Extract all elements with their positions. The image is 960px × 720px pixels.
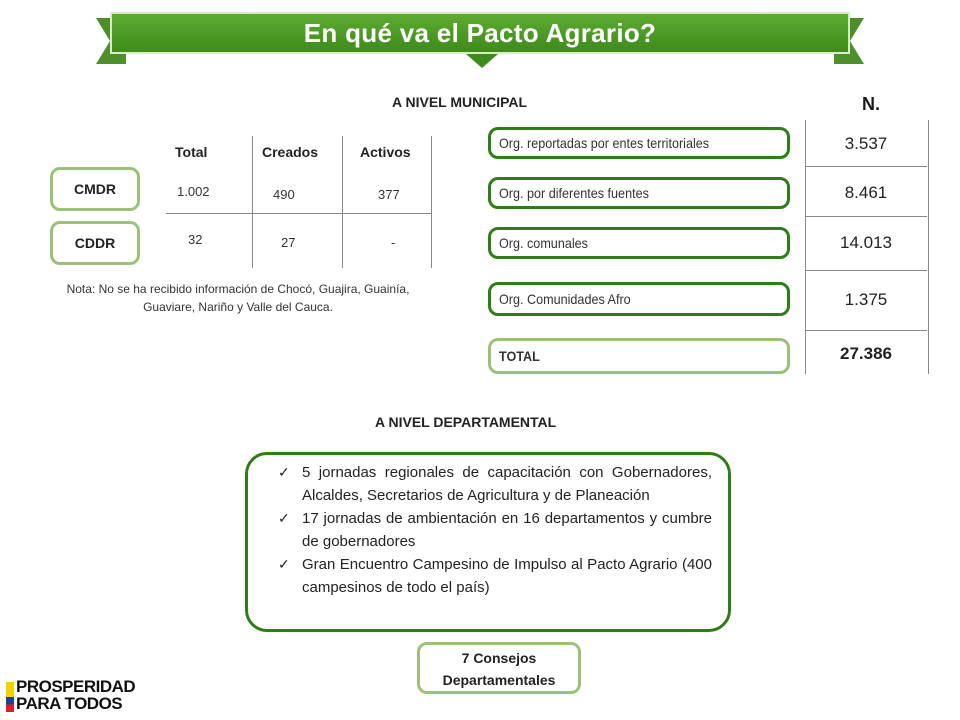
departamental-list — [245, 452, 731, 632]
org-box-total — [488, 338, 790, 374]
logo-text: PROSPERIDAD PARA TODOS — [16, 677, 136, 713]
org-total-label: TOTAL — [499, 348, 540, 364]
org-value-total: 27.386 — [840, 344, 892, 363]
list-item: ✓ Gran Encuentro Campesino de Impulso al Pacto Agrario (400 campesinos de todo el país) — [268, 553, 712, 599]
n-row-divider — [805, 216, 927, 217]
consejos-line1: 7 Consejos — [461, 650, 537, 666]
list-item: ✓ 5 jornadas regionales de capacitación con Gobernadores, Alcaldes, Secretarios de Agricultura y de Planeación — [268, 461, 712, 507]
page-title: En qué va el Pacto Agrario? — [303, 17, 657, 48]
departamental-heading: A NIVEL DEPARTAMENTAL — [375, 414, 557, 430]
org-box-afro — [488, 282, 790, 316]
cddr-total: 32 — [188, 232, 203, 247]
municipal-heading: A NIVEL MUNICIPAL — [392, 94, 528, 110]
table-divider — [342, 136, 343, 268]
org-label: Org. reportadas por entes territoriales — [499, 135, 710, 151]
check-icon: ✓ — [278, 464, 290, 480]
banner-pointer — [466, 54, 498, 68]
row-label-cddr: CDDR — [50, 221, 140, 265]
n-row-divider — [805, 330, 927, 331]
n-column-header: N. — [862, 94, 880, 114]
org-box-fuentes — [488, 177, 790, 209]
org-value-afro: 1.375 — [844, 290, 888, 309]
consejos-line2: Departamentales — [442, 672, 556, 688]
org-value-fuentes: 8.461 — [844, 183, 888, 202]
n-row-divider — [805, 270, 927, 271]
cmdr-creados: 490 — [273, 187, 295, 202]
title-banner — [96, 10, 864, 70]
municipal-note: Nota: No se ha recibido información de Chocó, Guajira, Guainía, Guaviare, Nariño y Valle del Cauca. — [66, 282, 410, 314]
org-box-territoriales — [488, 127, 790, 159]
org-box-comunales — [488, 227, 790, 259]
org-label: Org. por diferentes fuentes — [499, 185, 649, 201]
flag-stripes-icon — [6, 682, 14, 712]
org-label: Org. comunales — [499, 235, 588, 251]
row-label-cmdr: CMDR — [50, 167, 140, 211]
cddr-activos: - — [391, 235, 396, 250]
col-header-creados: Creados — [262, 144, 319, 160]
consejos-box — [417, 642, 581, 694]
org-value-territoriales: 3.537 — [844, 134, 888, 153]
col-header-activos: Activos — [360, 144, 411, 160]
table-divider — [252, 136, 253, 268]
n-row-divider — [805, 166, 927, 167]
cmdr-total: 1.002 — [177, 184, 210, 199]
org-value-comunales: 14.013 — [840, 233, 892, 252]
col-header-total: Total — [175, 144, 208, 160]
table-divider — [431, 136, 432, 268]
org-label: Org. Comunidades Afro — [499, 291, 631, 307]
banner-ribbon — [110, 12, 850, 54]
list-item: ✓ 17 jornadas de ambientación en 16 departamentos y cumbre de gobernadores — [268, 507, 712, 553]
cddr-creados: 27 — [281, 235, 296, 250]
cmdr-activos: 377 — [378, 187, 400, 202]
check-icon: ✓ — [278, 556, 290, 572]
table-row-divider — [166, 213, 431, 214]
check-icon: ✓ — [278, 510, 290, 526]
